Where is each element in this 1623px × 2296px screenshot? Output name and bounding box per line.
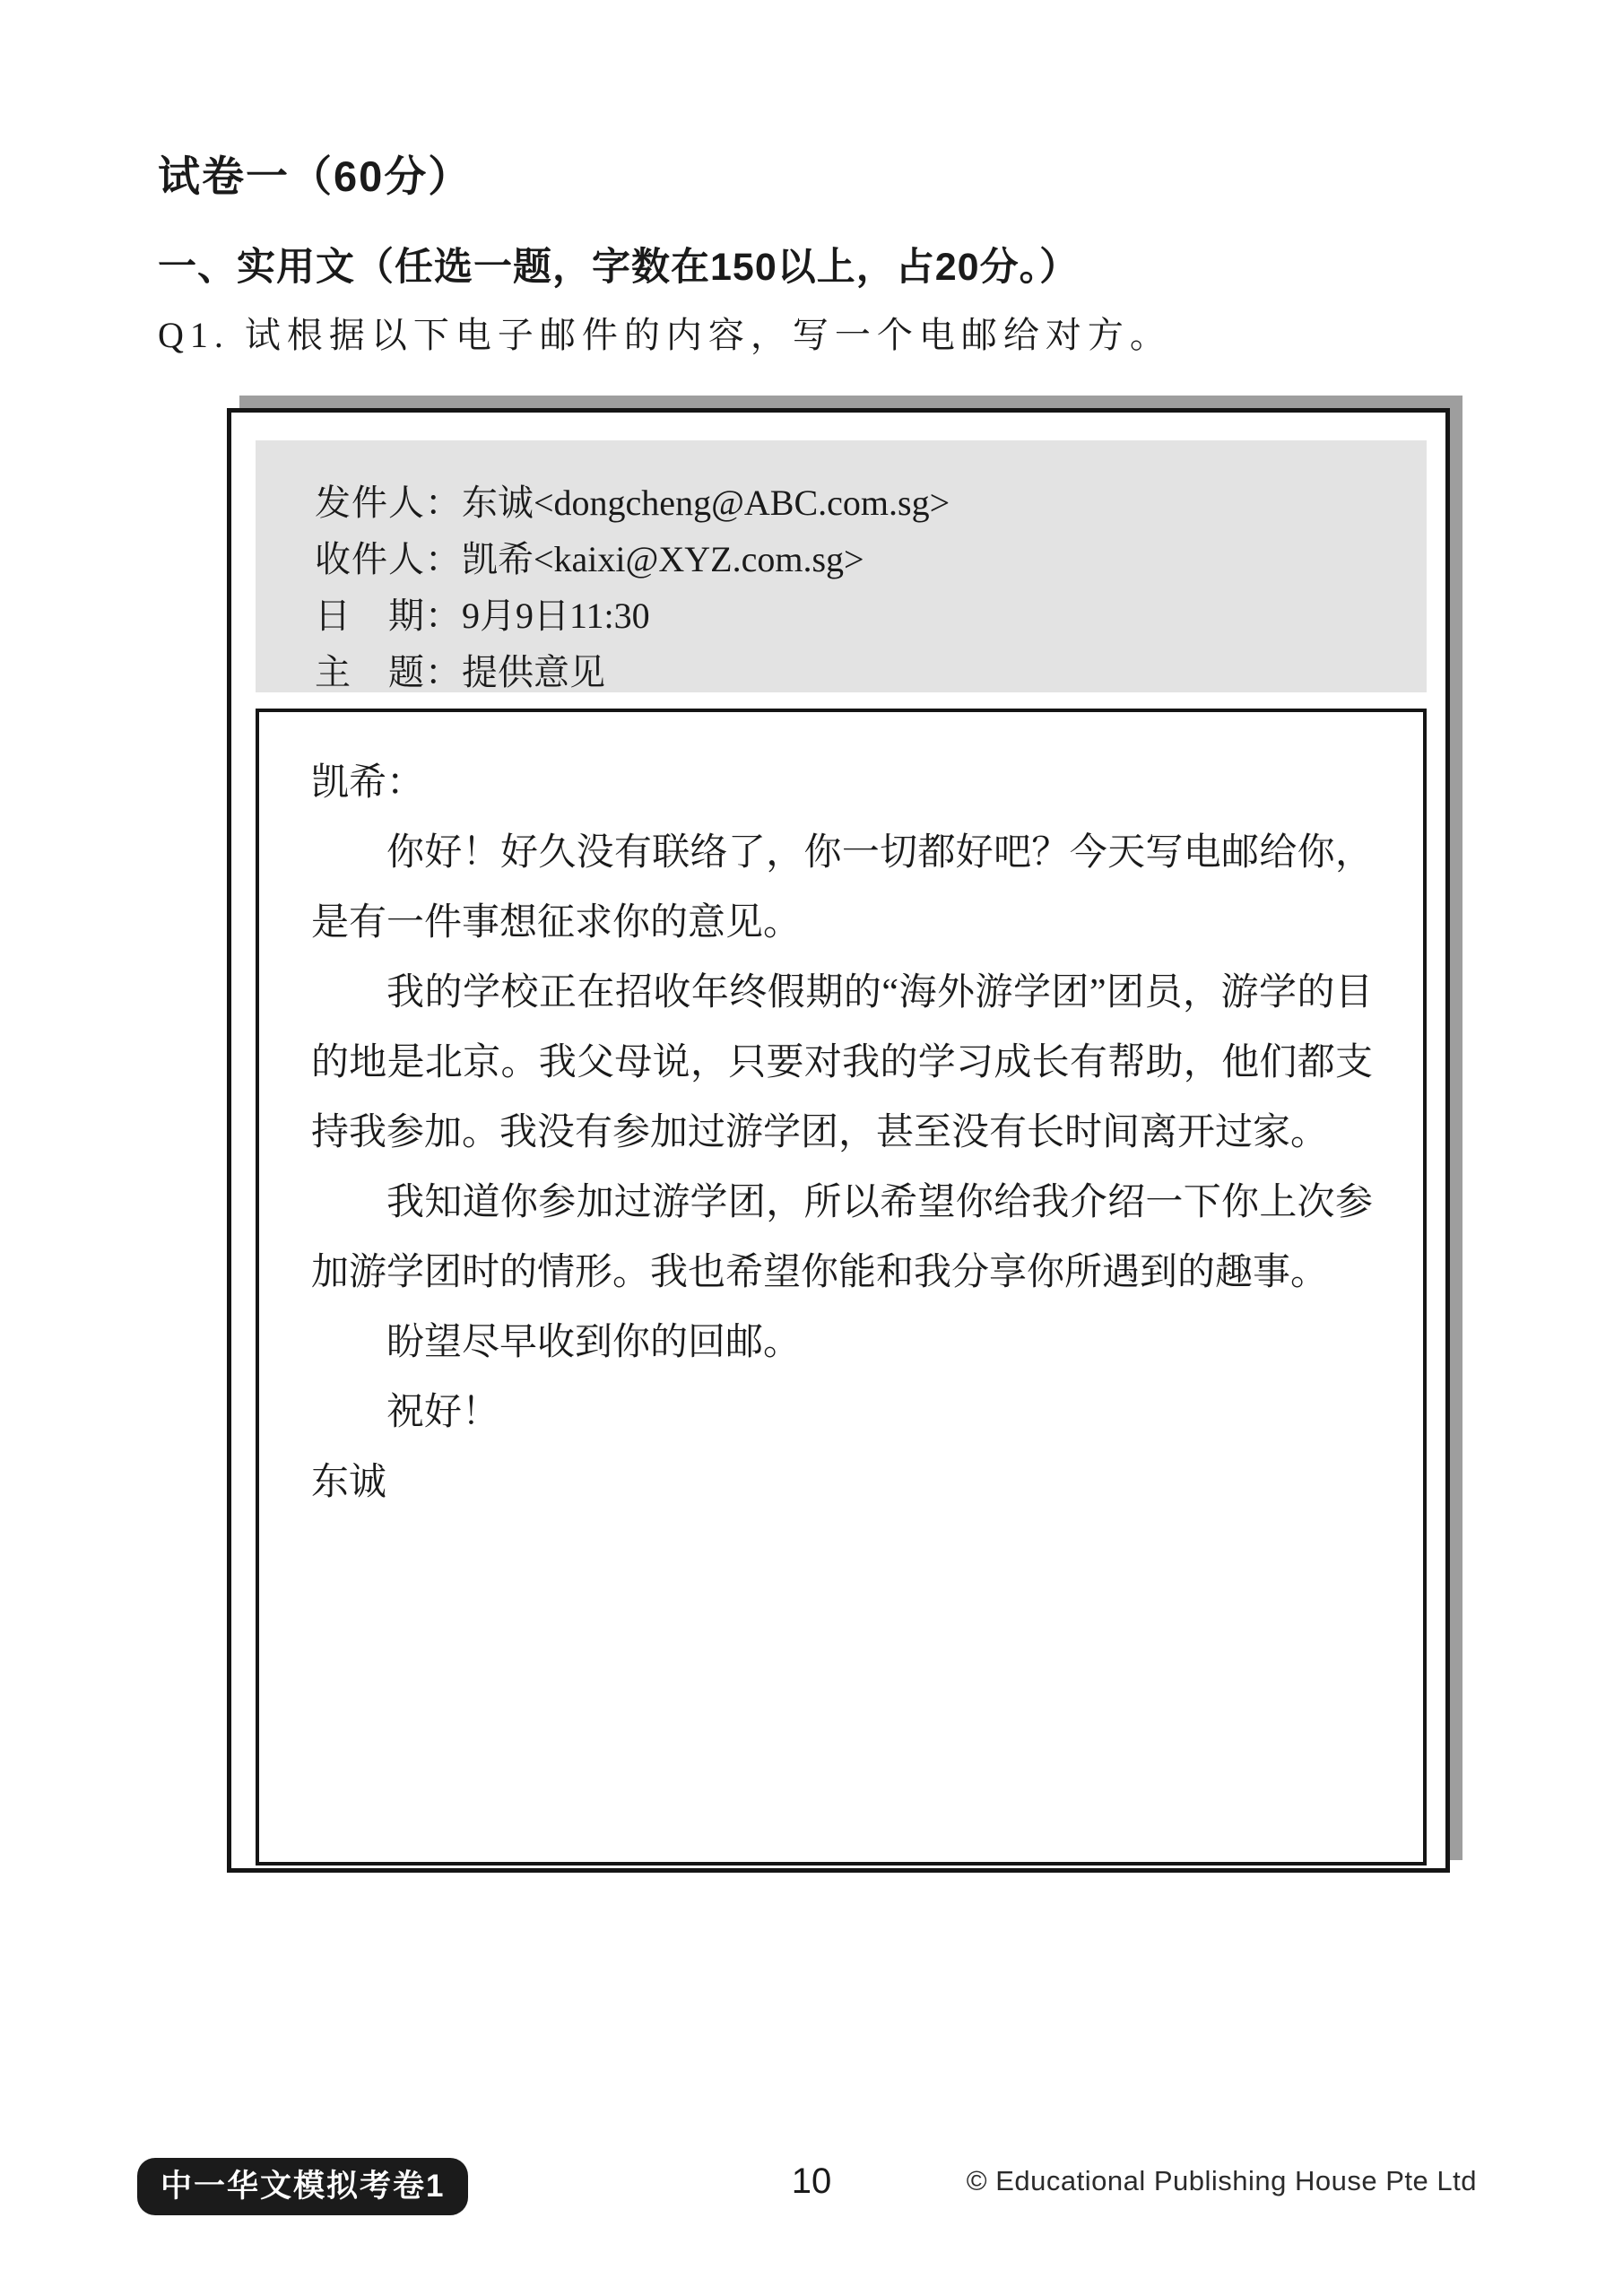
date-value: 9月9日11:30 (462, 596, 650, 636)
email-header (256, 440, 1427, 692)
section-heading: 一、实用文（任选一题，字数在150以上，占20分。） (158, 246, 1080, 289)
paper-title: 试卷一（60分） (158, 152, 473, 200)
email-paragraph: 盼望尽早收到你的回邮。 (386, 1322, 802, 1363)
date-label: 日 期： (315, 596, 462, 636)
copyright-notice: © Educational Publishing House Pte Ltd (966, 2165, 1477, 2196)
footer-badge: 中一华文模拟考卷1 (137, 2158, 468, 2215)
email-paragraph: 我知道你参加过游学团，所以希望你给我介绍一下你上次参加游学团时的情形。我也希望你能和我分享你所遇到的趣事。 (311, 1182, 1373, 1293)
email-box (227, 408, 1450, 1873)
email-header-row-from (315, 474, 1409, 531)
to-value: 凯希<kaixi@XYZ.com.sg> (462, 539, 864, 579)
email-salutation: 凯希： (311, 762, 425, 804)
subject-value: 提供意见 (462, 652, 605, 692)
email-body (256, 709, 1427, 1866)
question-text: Q1. 试根据以下电子邮件的内容，写一个电邮给对方。 (158, 315, 1172, 355)
email-closing: 祝好！ (386, 1392, 500, 1433)
from-label: 发件人： (315, 483, 462, 523)
email-signature: 东诚 (311, 1462, 387, 1503)
email-paragraph: 你好！好久没有联络了，你一切都好吧？今天写电邮给你，是有一件事想征求你的意见。 (311, 832, 1373, 944)
email-header-row-subject (315, 644, 1409, 700)
page-number: 10 (791, 2161, 832, 2201)
subject-label: 主 题： (315, 652, 462, 692)
to-label: 收件人： (315, 539, 462, 579)
email-header-row-to (315, 531, 1409, 587)
email-paragraph: 我的学校正在招收年终假期的“海外游学团”团员，游学的目的地是北京。我父母说，只要对我的学习成长有帮助，他们都支持我参加。我没有参加过游学团，甚至没有长时间离开过家。 (311, 972, 1373, 1153)
from-value: 东诚<dongcheng@ABC.com.sg> (462, 483, 950, 523)
email-header-row-date (315, 587, 1409, 644)
